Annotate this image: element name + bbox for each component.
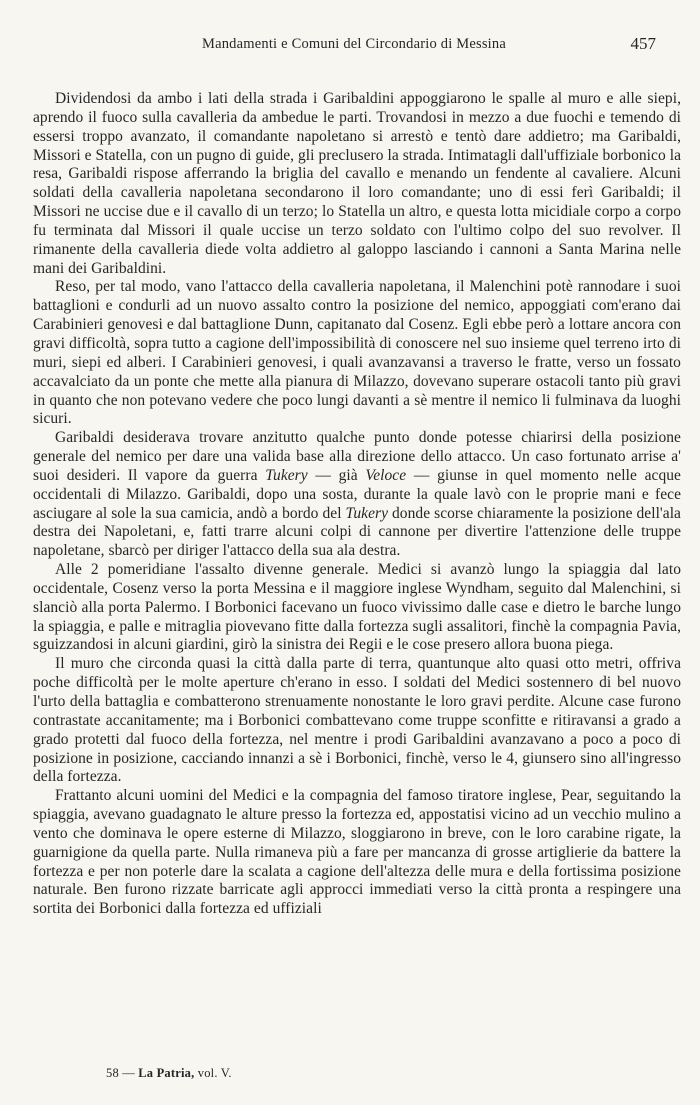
paragraph xyxy=(33,429,681,561)
body-text xyxy=(33,90,681,919)
paragraph-text: Alle 2 pomeridiane l'assalto divenne generale. Medici si avanzò lungo la spiaggia dal lato occidentale, Cosenz verso la porta Messina e il maggiore inglese Wyndham, seguito dal Malenchini, si slanciò alla porta Palermo. I Borbonici facevano un fuoco vivissimo dalle case e dietro le barche lungo la spiaggia, e palle e mitraglia piovevano fitte dalla fortezza sugli assalitori, finchè la compagnia Pavia, sguizzandosi in alcuni giardini, girò la sinistra dei Regii e le cose presero allora buona piega. xyxy=(33,561,681,654)
paragraph-text: — giunse in quel momento nelle acque occidentali di Milazzo. Garibaldi, dopo una sosta, durante la quale lavò con le proprie mani e fece asciugare al sole la sua camicia, andò a bordo del xyxy=(33,466,681,522)
paragraph xyxy=(33,655,681,787)
paragraph xyxy=(33,90,681,278)
footer-signature: 58 — xyxy=(106,1066,135,1080)
paragraph-text: Dividendosi da ambo i lati della strada i Garibaldini appoggiarono le spalle al muro e alle siepi, aprendo il fuoco sulla cavalleria da ambedue le parti. Trovandosi in mezzo a due fuochi e temendo di essersi troppo avanzato, il comandante napoletano si arrestò e tentò dare addietro; ma Garibaldi, Missori e Statella, con un pugno di guide, gli preclusero la strada. Intimatagli dall'uffiziale borbonico la resa, Garibaldi rispose afferrando la briglia del cavallo e menando un fendente al cavaliere. Alcuni soldati della cavalleria napoletana secondarono il loro comandante; uno di essi ferì Garibaldi; il Missori ne uccise due e il cavallo di un terzo; lo Statella un altro, e questa lotta micidiale corpo a corpo fu terminata dal Missori il quale uccise un terzo soldato con l'ultimo colpo del suo revolver. Il rimanente della cavalleria diede volta addietro al galoppo lasciando i cannoni a Santa Marina nelle mani dei Garibaldini. xyxy=(33,90,681,277)
paragraph-text: Frattanto alcuni uomini del Medici e la compagnia del famoso tiratore inglese, Pear, seguitando la spiaggia, avevano guadagnato le alture presso la fortezza ed, appostatisi vicino ad un vecchio mulino a vento che dominava le opere esterne di Milazzo, sloggiarono in breve, con le loro carabine rigate, la guarnigione da quella parte. Nulla rimaneva più a fare per mancanza di grosse artiglierie da battere la fortezza e per non poterle dare la scalata a cagione dell'altezza delle mura e della fortissima posizione naturale. Ben furono rizzate barricate agli approcci immediati verso la città pronta a respingere una sortita dei Borbonici dalla fortezza ed uffiziali xyxy=(33,787,681,918)
running-header xyxy=(52,34,656,58)
paragraph xyxy=(33,278,681,429)
footer-volume: vol. V. xyxy=(197,1066,232,1080)
page-number: 457 xyxy=(630,34,656,53)
paragraph-text: Reso, per tal modo, vano l'attacco della cavalleria napoletana, il Malenchini potè rannodare i suoi battaglioni e condurli ad un nuovo assalto contro la posizione del nemico, appoggiati com'erano dai Carabinieri genovesi e dal battaglione Dunn, capitanato dal Cosenz. Egli ebbe però a lottare ancora con gravi difficoltà, sopra tutto a cagione dell'impossibilità di conoscere nel suo insieme quel terreno irto di muri, siepi ed alberi. I Carabinieri genovesi, i quali avanzavansi a traverso le fratte, verso un fossato accavalciato da un ponte che mette alla pianura di Milazzo, dovevano superare ostacoli tanto più gravi in quanto che non potevano vedere che poco lungi davanti a sè mentre il nemico li fulminava da luoghi sicuri. xyxy=(33,278,681,428)
footer xyxy=(106,1066,232,1081)
italic-ship-name: Tukery xyxy=(265,466,308,484)
footer-brand: La Patria, xyxy=(138,1066,195,1080)
paragraph-text: — già xyxy=(307,466,366,484)
running-title: Mandamenti e Comuni del Circondario di Messina xyxy=(202,36,506,52)
paragraph-text: Il muro che circonda quasi la città dalla parte di terra, quantunque alto quasi otto metri, offriva poche difficoltà per le molte aperture ch'erano in esso. I soldati del Medici sostennero di bel nuovo l'urto della battaglia e combatterono strenuamente nonostante le loro gravi perdite. Alcune case furono contrastate accanitamente; ma i Borbonici combattevano come truppe sconfitte e ritiravansi a grado a grado protetti dal fuoco della fortezza, nel mentre i prodi Garibaldini avanzavano a poco a poco di posizione in posizione, cacciando innanzi a sè i Borbonici, finchè, verso le 4, giunsero sino all'ingresso della fortezza. xyxy=(33,655,681,786)
italic-ship-name: Veloce xyxy=(365,466,407,484)
paragraph xyxy=(33,787,681,919)
paragraph-text: Garibaldi desiderava trovare anzitutto qualche punto donde potesse chiarirsi della posizione generale del nemico per dare una valida base alla direzione dello attacco. Un caso fortunato arrise a' suoi desideri. Il vapore da guerra xyxy=(33,429,681,484)
paragraph xyxy=(33,561,681,655)
italic-ship-name: Tukery xyxy=(345,504,389,522)
paragraph-text: donde scorse chiaramente la posizione dell'ala destra dei Napoletani, e, fatti trarre alcuni colpi di cannone per divertire l'attenzione delle truppe napoletane, sbarcò per diriger l'attacco della sua ala destra. xyxy=(33,504,681,560)
